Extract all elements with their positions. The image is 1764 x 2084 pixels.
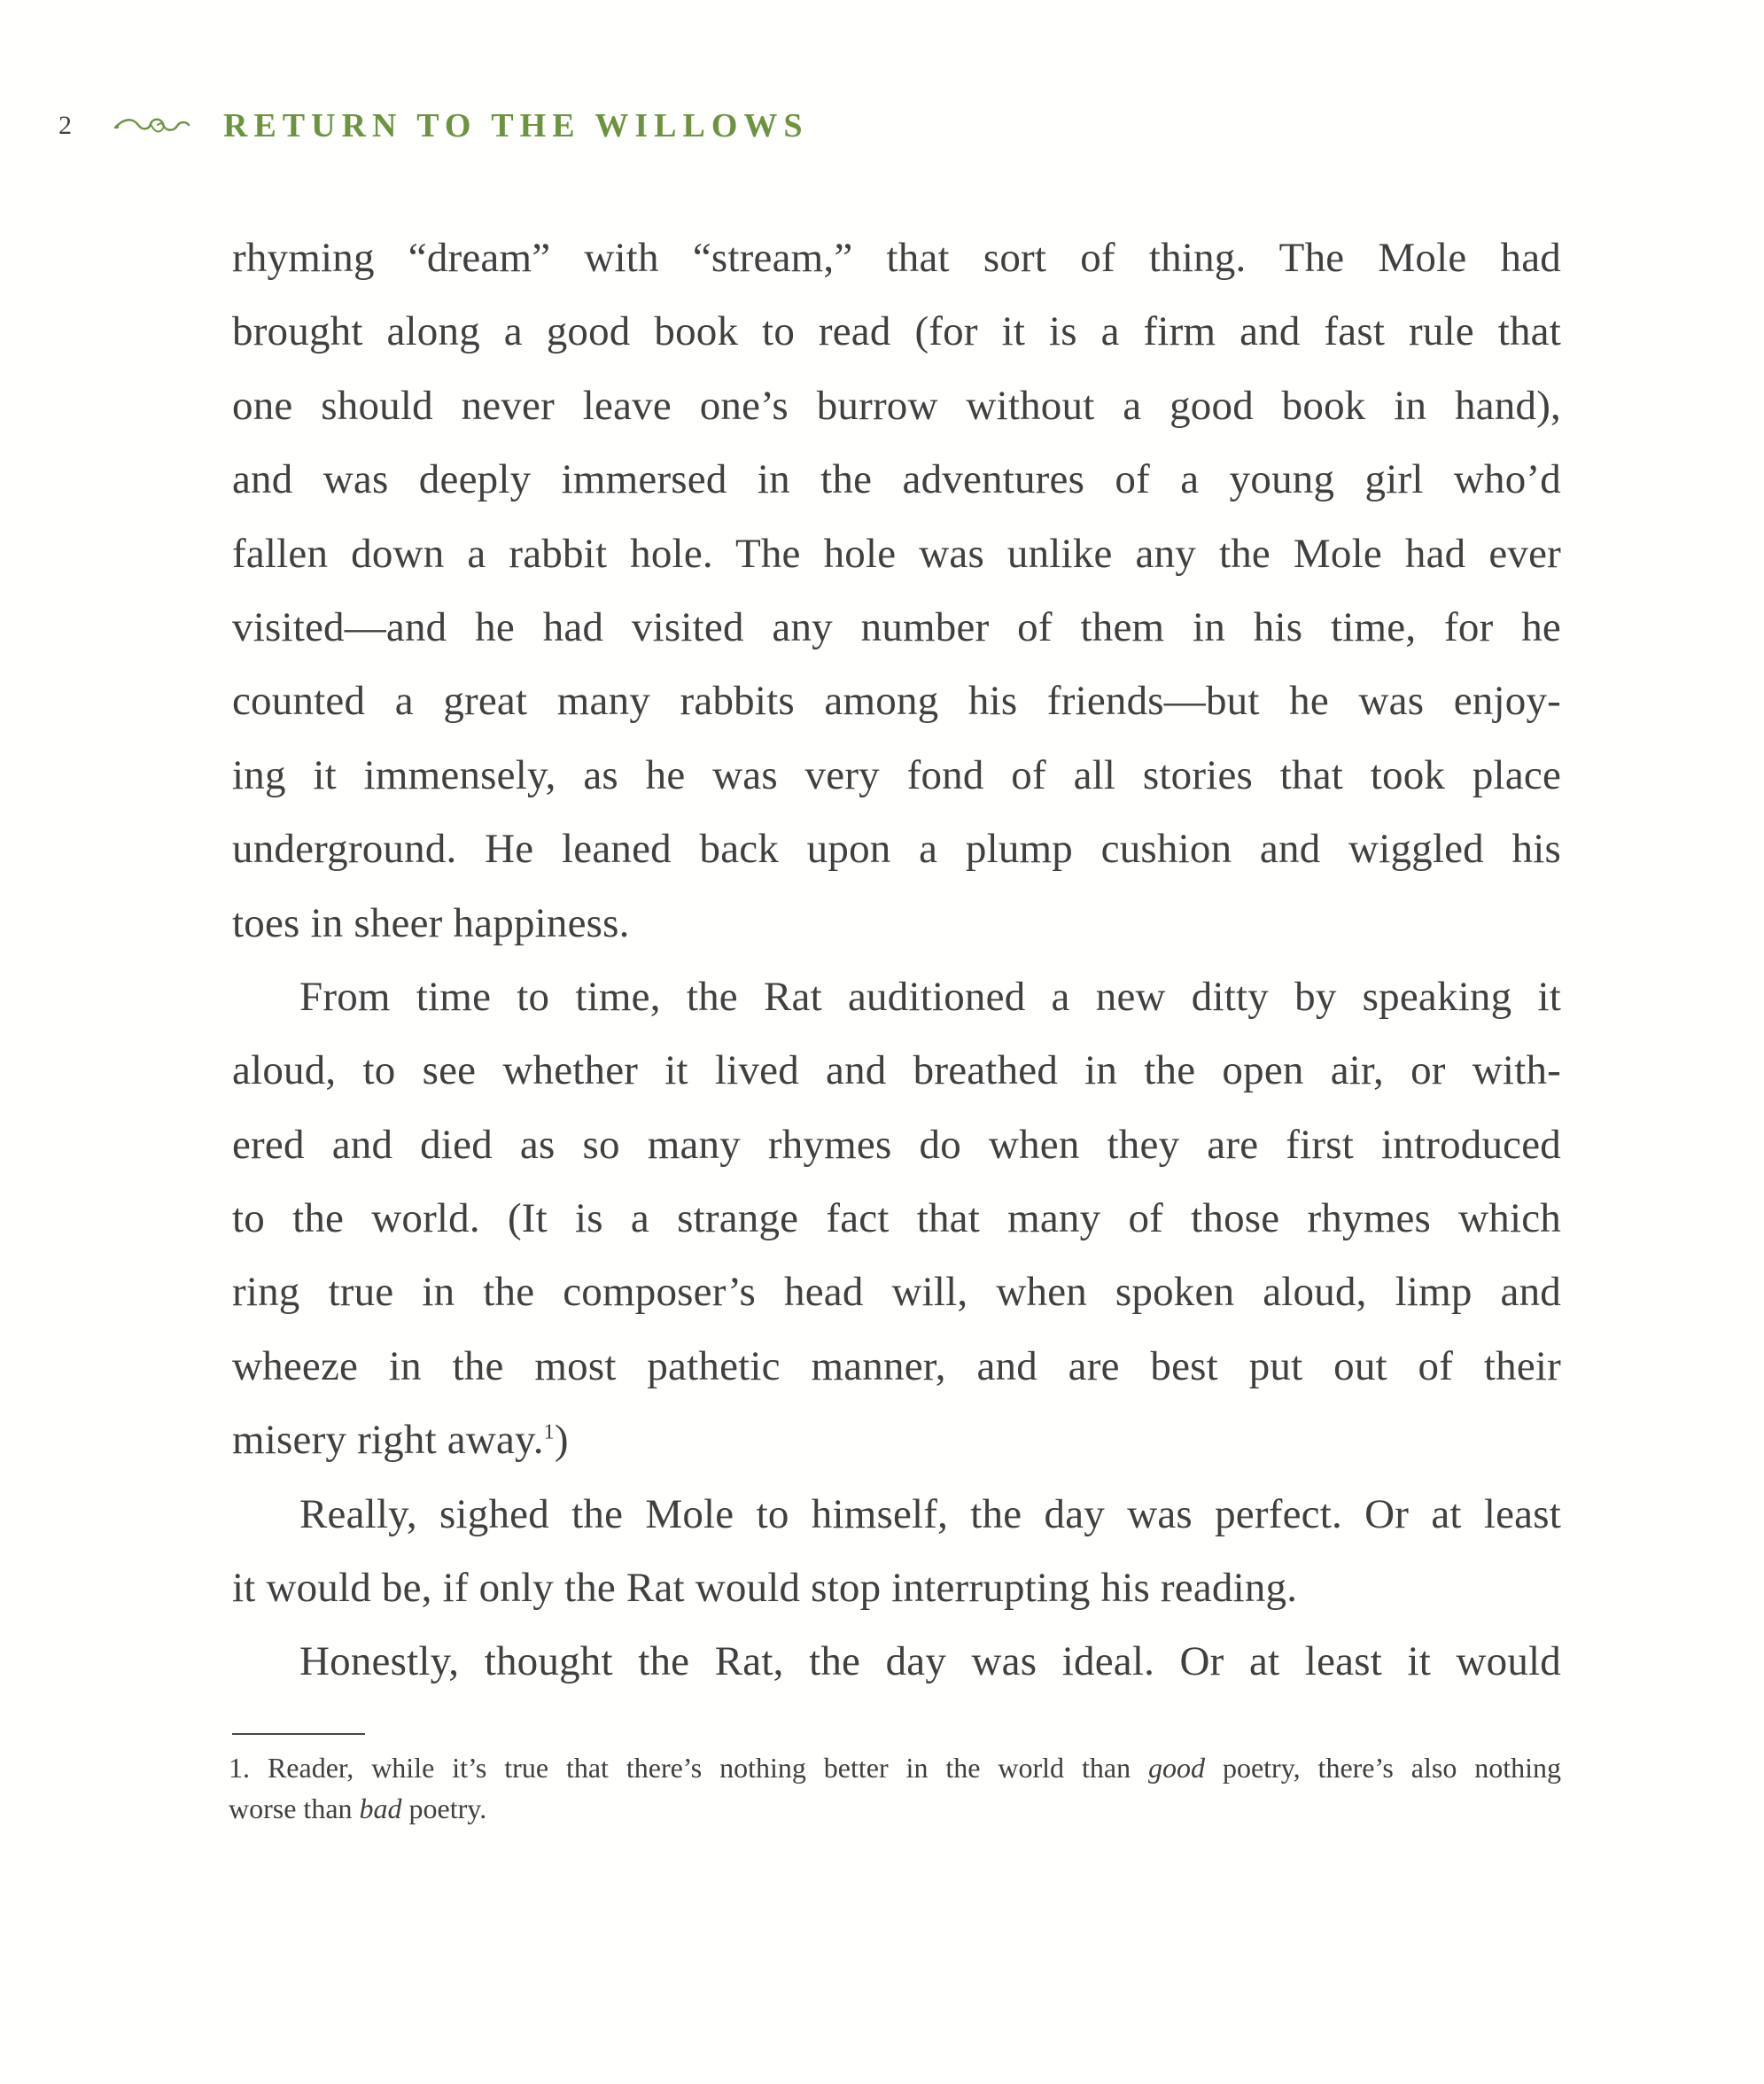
text-line: and was deeply immersed in the adventures of a young girl who’d (232, 456, 1561, 503)
footnote-emphasis: bad (359, 1792, 402, 1824)
text-line: it would be, if only the Rat would stop interrupting his reading. (232, 1565, 1298, 1612)
text-line: From time to time, the Rat auditioned a new ditty by speaking it (299, 973, 1561, 1020)
text-line: counted a great many rabbits among his friends—but he was enjoy- (232, 678, 1561, 725)
text-line: aloud, to see whether it lived and breathed in the open air, or with- (232, 1047, 1561, 1094)
page-number: 2 (58, 111, 72, 140)
body-text (232, 222, 1561, 1699)
text-line: toes in sheer happiness. (232, 899, 630, 946)
footnote-text: poetry. (408, 1792, 487, 1824)
text-line: ing it immensely, as he was very fond of all stories that took place (232, 751, 1561, 798)
footnote-text: worse than (229, 1792, 353, 1824)
text-line-with-footnote (232, 1404, 1561, 1477)
footnote-line (229, 1788, 1561, 1829)
text-line: Honestly, thought the Rat, the day was ideal. Or at least it would (299, 1638, 1561, 1685)
text-line: ered and died as so many rhymes do when they are first introduced (232, 1121, 1561, 1168)
running-head-title: RETURN TO THE WILLOWS (223, 107, 809, 144)
text-line: visited—and he had visited any number of them in his time, for he (232, 603, 1561, 650)
text-line: one should never leave one’s burrow without a good book in hand), (232, 382, 1561, 429)
footnote (229, 1747, 1561, 1829)
text-line: wheeze in the most pathetic manner, and are best put out of their (232, 1342, 1561, 1389)
text-line: underground. He leaned back upon a plump cushion and wiggled his (232, 826, 1561, 873)
text-line: brought along a good book to read (for it is a firm and fast rule that (232, 308, 1561, 355)
footnote-number: 1. (229, 1752, 250, 1784)
footnote-text: Reader, while it’s true that there’s nothing better in the world than (267, 1752, 1131, 1784)
flourish-ornament-icon (112, 113, 191, 139)
running-head (58, 99, 809, 152)
text-line: ring true in the composer’s head will, when spoken aloud, limp and (232, 1269, 1561, 1316)
closing-paren: ) (554, 1417, 569, 1464)
footnote-divider (232, 1733, 365, 1735)
footnote-reference[interactable]: 1 (543, 1420, 555, 1444)
text-line: Really, sighed the Mole to himself, the day was perfect. Or at least (299, 1490, 1561, 1537)
text-line: to the world. (It is a strange fact that many of those rhymes which (232, 1195, 1561, 1242)
text-line: rhyming “dream” with “stream,” that sort of thing. The Mole had (232, 235, 1561, 281)
footnote-line (229, 1747, 1561, 1788)
text-line-content: misery right away. (232, 1417, 544, 1464)
footnote-text: poetry, there’s also nothing (1222, 1752, 1562, 1784)
footnote-emphasis: good (1148, 1752, 1206, 1784)
text-line: fallen down a rabbit hole. The hole was unlike any the Mole had ever (232, 530, 1561, 577)
